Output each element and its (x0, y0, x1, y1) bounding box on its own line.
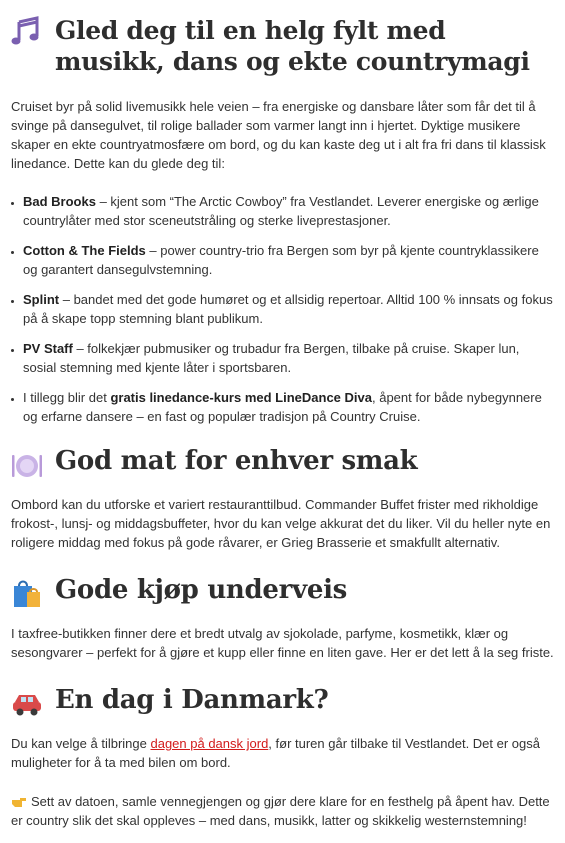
food-body: Ombord kan du utforske et variert restauranttilbud. Commander Buffet frister med rikholdige frokost-, lunsj- og middagsbuffeter, hvor du kan velge akkurat det du liker. Vil du heller nyte en roligere middag med fokus på gode råvarer, er Grieg Brasserie et smakfullt alternativ. (11, 497, 551, 550)
cta-text: Sett av datoen, samle vennegjengen og gjør dere klare for en festhelg på åpent hav. Dette er country slik det skal oppleves – med dans, musikk, latter og skikkelig westernstemning! (11, 794, 550, 828)
pointing-hand-icon (11, 794, 27, 808)
artist-list (11, 192, 556, 426)
music-heading-text: Gled deg til en helg fylt med musikk, dans og ekte countrymagi (55, 16, 530, 76)
artist-name: Cotton & The Fields (23, 243, 146, 258)
artist-name: Splint (23, 292, 60, 307)
list-item: • Splint – bandet med det gode humøret og et allsidig repertoar. Alltid 100 % innsats og fokus på å skape topp stemning blant publikum. (23, 290, 556, 328)
music-intro: Cruiset byr på solid livemusikk hele veien – fra energiske og dansbare låter som får det til å svinge på dansegulvet, til rolige ballader som varmer langt inn i hjertet. Dyktige musikere skaper en ekte countryatmosfære om bord, og du kan kaste deg ut i alt fra fri dans til klassisk linedance. Dette kan du glede deg til: (11, 99, 546, 171)
denmark-heading (11, 684, 556, 720)
linedance-course: gratis linedance-kurs med LineDance Diva (110, 390, 372, 405)
food-heading (11, 445, 556, 481)
shopping-heading-text: Gode kjøp underveis (55, 575, 348, 605)
denmark-heading-text: En dag i Danmark? (55, 685, 329, 715)
artist-name: Bad Brooks (23, 194, 96, 209)
music-heading (11, 12, 556, 77)
shopping-bags-icon (11, 578, 43, 610)
plate-cutlery-icon (11, 449, 43, 481)
article (11, 12, 556, 830)
artist-name: PV Staff (23, 341, 73, 356)
car-icon (11, 688, 43, 720)
list-item: • I tillegg blir det gratis linedance-kurs med LineDance Diva, åpent for både nybegynnere og erfarne dansere – en fast og populær tradisjon på Country Cruise. (23, 388, 556, 426)
shopping-heading (11, 574, 556, 610)
musical-notes-icon (11, 16, 43, 48)
list-item: • PV Staff – folkekjær pubmusiker og trubadur fra Bergen, tilbake på cruise. Skaper lun, sosial stemning med kjente låter i sportsbaren. (23, 339, 556, 377)
shopping-body: I taxfree-butikken finner dere et bredt utvalg av sjokolade, parfyme, kosmetikk, klær og sesongvarer – perfekt for å gjøre et kupp eller finne en liten gave. Her er det lett å la seg friste. (11, 626, 554, 660)
denmark-body: Du kan velge å tilbringe dagen på dansk jord, før turen går tilbake til Vestlandet. Det er også muligheter for å ta med bilen om bord. (11, 736, 540, 770)
list-item: • Cotton & The Fields – power country-trio fra Bergen som byr på kjente countryklassikere og garantert dansegulvstemning. (23, 241, 556, 279)
list-item: • Bad Brooks – kjent som “The Arctic Cowboy” fra Vestlandet. Leverer energiske og ærlige countrylåter med stor sceneutstråling og sterke liveprestasjoner. (23, 192, 556, 230)
food-heading-text: God mat for enhver smak (55, 446, 418, 476)
denmark-link[interactable]: dagen på dansk jord (150, 736, 269, 751)
